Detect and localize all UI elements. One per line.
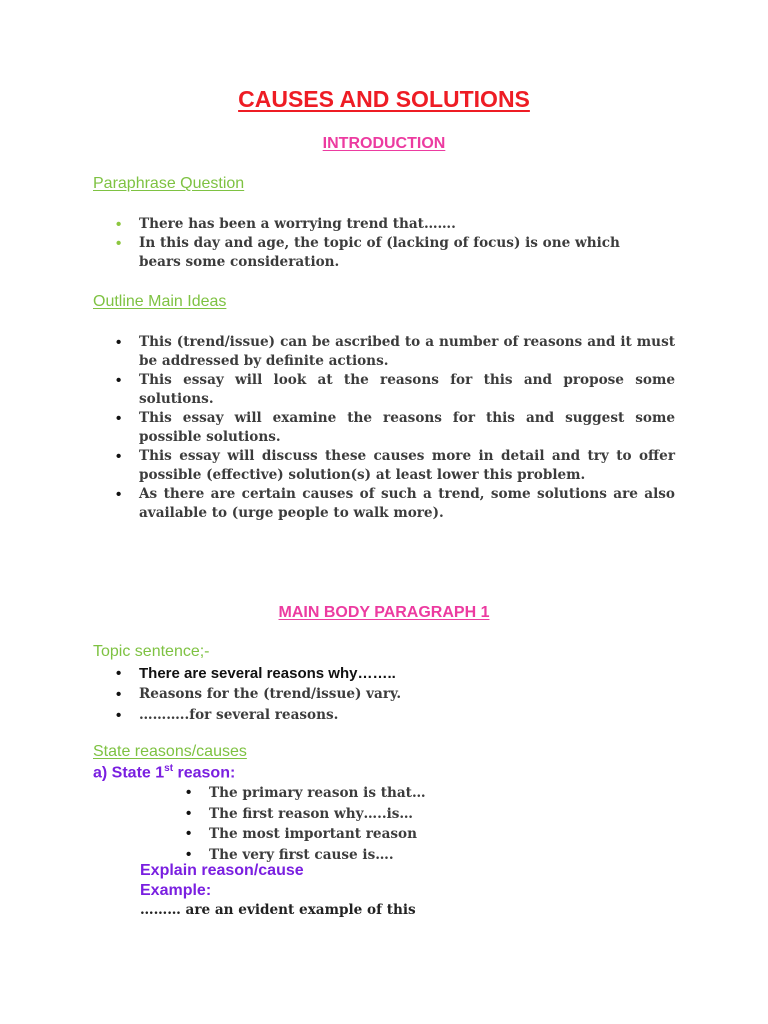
introduction-heading: INTRODUCTION xyxy=(322,135,446,152)
list-item: • As there are certain causes of such a trend, some solutions are also available to (urge people to walk more). xyxy=(115,485,675,523)
list-item: • This (trend/issue) can be ascribed to a number of reasons and it must be addressed by definite actions. xyxy=(115,333,675,371)
list-item: • This essay will discuss these causes more in detail and try to offer possible (effective) solution(s) at least lower this problem. xyxy=(115,447,675,485)
list-item: • This essay will examine the reasons for this and suggest some possible solutions. xyxy=(115,409,675,447)
state-reasons-heading: State reasons/causes xyxy=(93,743,247,760)
topic-sentence-list xyxy=(115,663,675,726)
outline-main-ideas-heading: Outline Main Ideas xyxy=(93,293,227,310)
list-item: • There has been a worrying trend that……. xyxy=(115,215,640,234)
topic-sentence-heading: Topic sentence;- xyxy=(93,643,210,660)
list-item: • Reasons for the (trend/issue) vary. xyxy=(115,684,675,705)
list-item: • There are several reasons why…….. xyxy=(115,663,675,684)
explain-reason-label: Explain reason/cause xyxy=(140,862,304,879)
list-item: • This essay will look at the reasons for this and propose some solutions. xyxy=(115,371,675,409)
example-text: ……… are an evident example of this xyxy=(140,902,416,918)
first-reason-list xyxy=(185,783,585,865)
document-title: CAUSES AND SOLUTIONS xyxy=(238,86,530,112)
state-first-reason-label xyxy=(93,763,235,782)
paraphrase-list xyxy=(115,215,640,272)
list-item: • The first reason why…..is… xyxy=(185,804,585,825)
reason-label-prefix: a) State 1 xyxy=(93,764,165,782)
list-item: • The most important reason xyxy=(185,824,585,845)
main-body-paragraph-1-heading: MAIN BODY PARAGRAPH 1 xyxy=(278,604,490,621)
paraphrase-question-heading: Paraphrase Question xyxy=(93,175,245,192)
list-item: • The very first cause is…. xyxy=(185,845,585,866)
example-label: Example: xyxy=(140,882,212,899)
list-item: • The primary reason is that… xyxy=(185,783,585,804)
reason-label-suffix: reason: xyxy=(173,764,236,782)
list-item: • ………..for several reasons. xyxy=(115,705,675,726)
reason-label-ordinal: st xyxy=(164,763,174,774)
outline-list xyxy=(115,333,675,523)
list-item: • In this day and age, the topic of (lacking of focus) is one which bears some consideration. xyxy=(115,234,640,272)
